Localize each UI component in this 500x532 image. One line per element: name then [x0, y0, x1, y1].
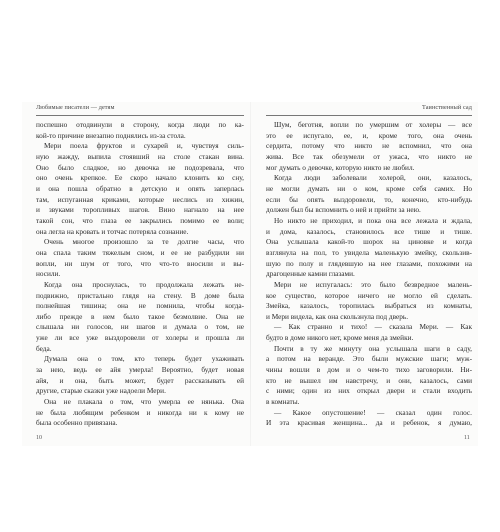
text-line: — Как странно и тихо! — сказала Мери. — Как: [274, 322, 472, 332]
text-line: с ними; один из них открыл двери и стали входить: [266, 386, 472, 396]
right-page-text: [266, 120, 472, 429]
text-line: Змейка, казалось, торопилась выбраться из комнаты,: [266, 301, 472, 311]
text-line: это ее испугало, ее, и, кроме того, она очень: [266, 130, 472, 140]
text-line: вопли, ни шум от того, что что-то вносили и вы-: [36, 258, 244, 268]
text-line: жива. Все так обезумели от ужаса, что никто не: [266, 151, 472, 161]
right-running-head: Таинственный сад: [421, 104, 472, 111]
text-line: шую по полу и глядевшую на нее глазами, похожими на: [266, 258, 472, 268]
text-line: беда.: [36, 343, 52, 353]
text-line: другие, старые сказки уже надоели Мери.: [36, 386, 166, 396]
text-line: Когда она проснулась, то продолжала лежать не-: [44, 279, 244, 289]
text-line: уже ли все уже выздоровели от холеры и прошла ли: [36, 333, 244, 343]
text-line: она легла на кровать и тотчас потеряла сознание.: [36, 226, 189, 236]
text-line: Она услышала какой-то шорох на циновке и когда: [266, 237, 472, 247]
text-line: не могли думать ни о ком, кроме себя самих. Но: [266, 183, 472, 193]
text-line: должен был бы вспомнить о ней и прийти за нею.: [266, 205, 421, 215]
text-line: взглянула на пол, то увидела маленькую змейку, скользив-: [266, 247, 472, 257]
text-line: Оно было сладкое, но девочка не подозревала, что: [36, 162, 244, 172]
text-line: поспешно отодвинули в сторону, когда люди по ка-: [36, 120, 244, 129]
right-header-rule: [266, 115, 472, 116]
text-line: мог думать о девочке, которую никто не любил.: [266, 162, 415, 172]
text-line: Шум, беготня, вопли по умершим от холеры — все: [274, 120, 472, 129]
text-line: полнейшая тишина; она не помнила, чтобы когда-: [36, 301, 244, 311]
text-line: И эта красивая женщина... да и ребенок, я думаю,: [266, 418, 472, 428]
text-line: Мери не испугалась: это было безвредное малень-: [274, 279, 472, 289]
text-line: ную жажду, выпила стоявший на столе стакан вина.: [36, 151, 244, 161]
text-line: будто в доме никого нет, кроме меня да змейки.: [266, 333, 414, 343]
text-line: кто не вышел им навстречу, и они, казалось, сами: [266, 375, 472, 385]
text-line: Она не плакала о том, что умерла ее нянька. Она: [44, 397, 244, 407]
left-page-number: 10: [36, 435, 42, 441]
text-line: Думала она о том, кто теперь будет ухаживать: [44, 354, 244, 364]
text-line: и звуками торопливых шагов. Вино нагнало на нее: [36, 205, 244, 215]
left-page-text: [36, 120, 244, 429]
text-line: а потом на веранде. Это были мужские шаги; муж-: [266, 354, 472, 364]
text-line: оно очень крепкое. Ее скоро начало клонить ко сну,: [36, 173, 244, 183]
text-line: и она пошла обратно в детскую и опять заперлась: [36, 183, 244, 193]
text-line: Очень многое произошло за те долгие часы, что: [44, 237, 244, 247]
text-line: носили.: [36, 269, 61, 279]
book-gutter: [250, 102, 251, 446]
text-line: и дома, казалось, становилось все тише и тише.: [266, 226, 472, 236]
text-line: Но никто не приходил, и пока она все лежала и ждала,: [274, 215, 472, 225]
text-line: слышала ни голосов, ни шагов и думала о том, не: [36, 322, 244, 332]
text-line: Когда люди заболевали холерой, они, казалось,: [274, 173, 472, 183]
text-line: кое существо, которое ничего не могло ей сделать.: [266, 290, 472, 300]
text-line: айя, и она, быть может, будет рассказывать ей: [36, 375, 244, 385]
text-line: чины вошли в дом и о чем-то тихо заговорили. Ни-: [266, 365, 472, 375]
text-line: в комнаты.: [266, 397, 300, 407]
text-line: сердита, потому что никто не вспомнил, что она: [266, 141, 472, 151]
text-line: Мери поела фруктов и сухарей и, чувствуя силь-: [44, 141, 244, 151]
text-line: за нею, ведь ее айя умерла! Вероятно, будет новая: [36, 365, 244, 375]
text-line: если бы опять выздоровели, то, конечно, кто-нибудь: [266, 194, 472, 204]
text-line: была особенно привязана.: [36, 418, 118, 428]
left-header-rule: [36, 115, 244, 116]
text-line: — Какое опустошение! — сказал один голос.: [274, 407, 472, 417]
right-page-number: 11: [464, 435, 470, 441]
text-line: кой-то причине внезапно поднялись из-за стола.: [36, 130, 186, 140]
text-line: подвижно, пристально глядя на стену. В доме была: [36, 290, 244, 300]
text-line: драгоценные камни глазами.: [266, 269, 355, 279]
text-line: там, испуганная криками, которые неслись из хижин,: [36, 194, 244, 204]
text-line: она спала таким тяжелым сном, и ее не разбудили ни: [36, 247, 244, 257]
text-line: либо прежде в нем было такое безмолвие. Она не: [36, 311, 244, 321]
text-line: не была любящим ребенком и никогда ни к кому не: [36, 407, 244, 417]
text-line: Почти в ту же минуту она услышала шаги в саду,: [274, 343, 472, 353]
text-line: такой сон, что глаза ее закрылись помимо ее воли;: [36, 215, 244, 225]
left-running-head: Любимые писатели — детям: [36, 104, 115, 111]
text-line: и Мери видела, как она скользнула под дверь.: [266, 311, 409, 321]
